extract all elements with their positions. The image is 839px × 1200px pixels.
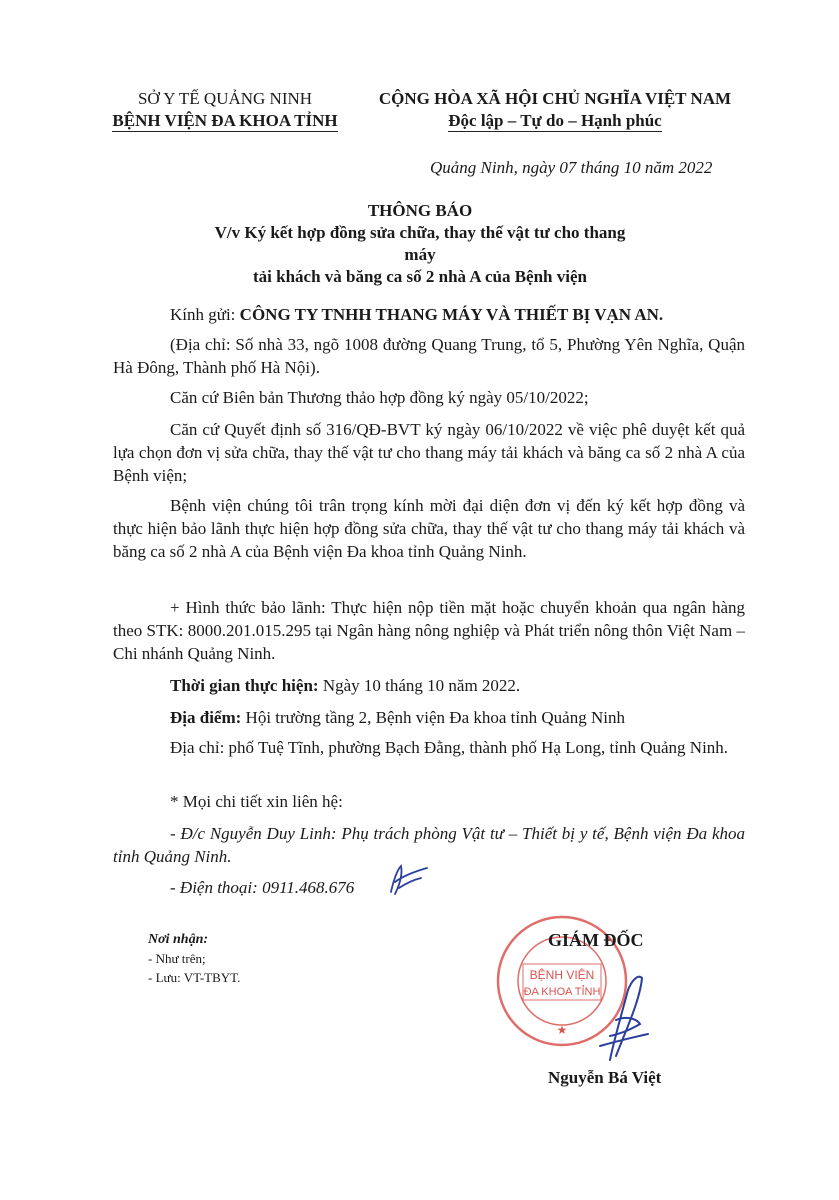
signer-role: GIÁM ĐỐC [548,930,644,950]
basis-2: Căn cứ Quyết định số 316/QĐ-BVT ký ngày 06/10/2022 về việc phê duyệt kết quả lựa chọn đơn vị sửa chữa, thay thế vật tư cho thang máy tải khách và băng ca số 2 nhà A của Bệnh viện; [113,420,745,485]
guarantee-paragraph: + Hình thức bảo lãnh: Thực hiện nộp tiền mặt hoặc chuyển khoản qua ngân hàng theo STK: 8000.201.015.295 tại Ngân hàng nông nghiệp và Phát triển nông thôn Việt Nam – Chi nhánh Quảng Ninh. [113,598,745,663]
document-title [200,200,640,288]
contact-phone: - Điện thoại: 0911.468.676 [170,878,355,897]
date-line: Quảng Ninh, ngày 07 tháng 10 năm 2022 [430,158,713,177]
time-value: Ngày 10 tháng 10 năm 2022. [318,676,521,695]
time-label: Thời gian thực hiện: [170,676,319,695]
nation-name: CỘNG HÒA XÃ HỘI CHỦ NGHĨA VIỆT NAM [378,89,732,108]
seal-text-1: BỆNH VIỆN [529,968,595,982]
title-main: THÔNG BÁO [367,201,473,220]
issuing-organization [95,88,355,132]
svg-text:★: ★ [556,1023,568,1037]
place-label: Địa điểm: [170,708,242,727]
invitation-paragraph: Bệnh viện chúng tôi trân trọng kính mời đại diện đơn vị đến ký kết hợp đồng và thực hiện bảo lãnh thực hiện hợp đồng sửa chữa, thay thế vật tư cho thang máy tải khách và băng ca số 2 nhà A của Bệnh viện Đa khoa tỉnh Quảng Ninh. [113,496,745,561]
time-line [170,674,520,697]
recipients-title: Nơi nhận: [148,932,209,947]
national-motto [350,88,760,132]
recipient-address: (Địa chỉ: Số nhà 33, ngõ 1008 đường Quang Trung, tổ 5, Phường Yên Nghĩa, Quận Hà Đông, Thành phố Hà Nội). [113,335,745,377]
title-subject-1: V/v Ký kết hợp đồng sửa chữa, thay thế vật tư cho thang máy [214,223,626,264]
greeting-label: Kính gửi: [170,305,240,324]
org-name: BỆNH VIỆN ĐA KHOA TỈNH [112,111,338,130]
recipients-block [148,930,240,987]
seal-text-2: ĐA KHOA TỈNH [523,986,601,998]
venue-address: Địa chỉ: phố Tuệ Tĩnh, phường Bạch Đằng, thành phố Hạ Long, tỉnh Quảng Ninh. [170,738,729,757]
initial-signature-icon [383,862,431,898]
place-line [170,706,625,729]
recipient-item: - Lưu: VT-TBYT. [148,970,241,985]
contact-intro: * Mọi chi tiết xin liên hệ: [170,792,343,811]
motto: Độc lập – Tự do – Hạnh phúc [448,111,662,130]
org-parent: SỞ Y TẾ QUẢNG NINH [137,89,313,108]
basis-1: Căn cứ Biên bản Thương thảo hợp đồng ký ngày 05/10/2022; [170,388,589,407]
title-subject-2: tải khách và băng ca số 2 nhà A của Bệnh viện [253,267,587,286]
handwritten-signature-icon [580,960,660,1070]
contact-person: - Đ/c Nguyễn Duy Linh: Phụ trách phòng Vật tư – Thiết bị y tế, Bệnh viện Đa khoa tỉnh Quảng Ninh. [113,824,745,866]
place-value: Hội trường tầng 2, Bệnh viện Đa khoa tỉnh Quảng Ninh [241,708,625,727]
signer-name: Nguyễn Bá Việt [548,1068,662,1087]
greeting [170,303,663,326]
greeting-recipient: CÔNG TY TNHH THANG MÁY VÀ THIẾT BỊ VẠN AN. [239,305,664,324]
recipient-item: - Như trên; [148,951,206,966]
